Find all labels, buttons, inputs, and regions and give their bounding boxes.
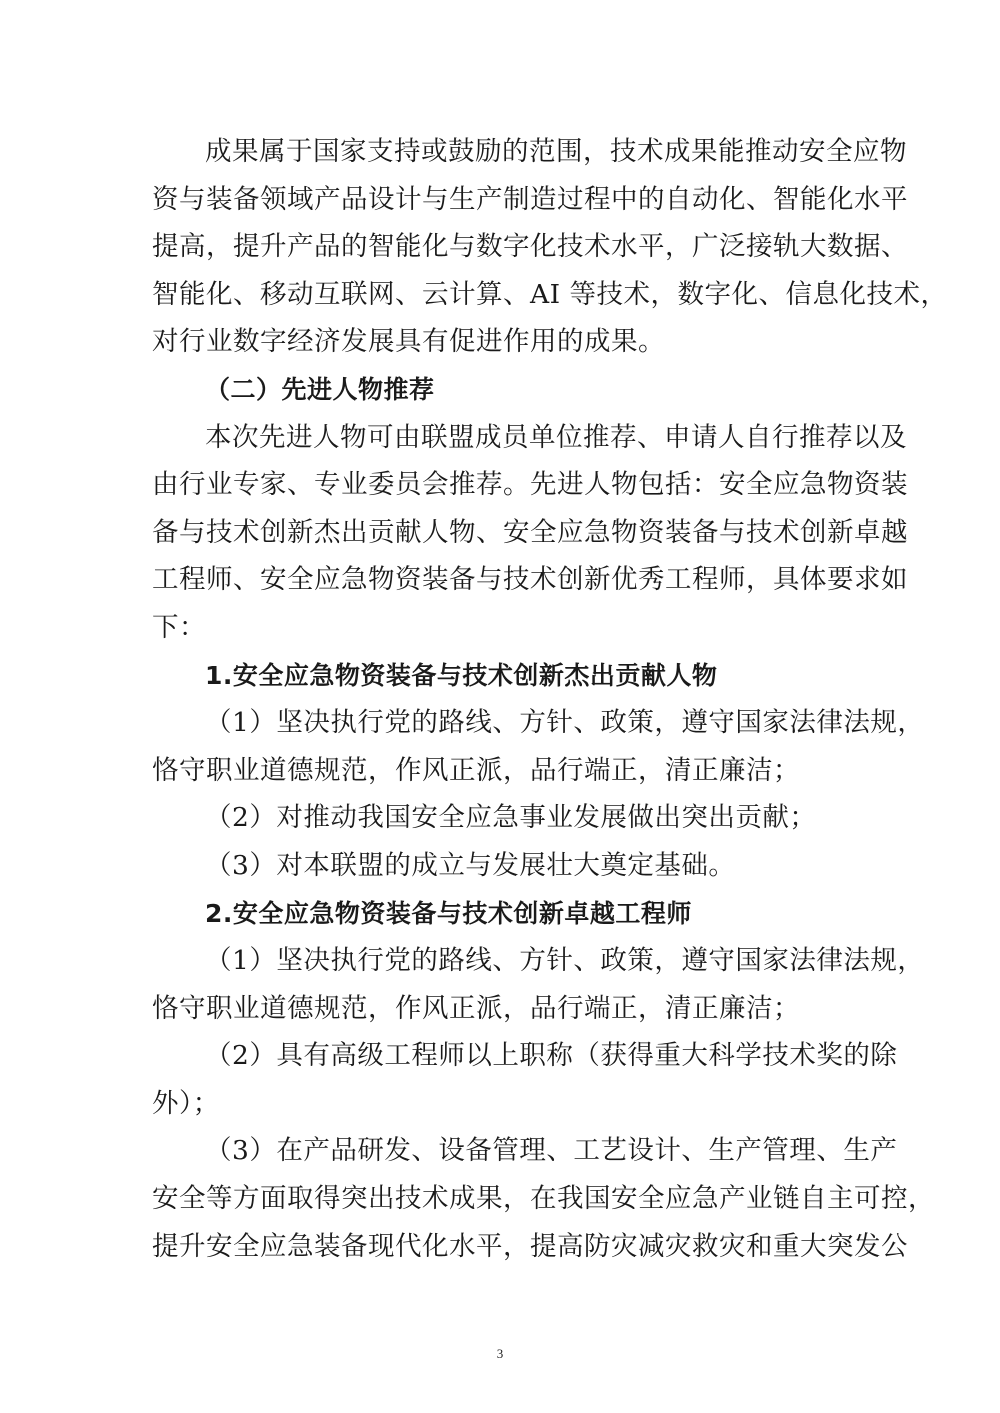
text-line: 备与技术创新杰出贡献人物、安全应急物资装备与技术创新卓越 [152, 516, 908, 548]
text-line: 本次先进人物可由联盟成员单位推荐、申请人自行推荐以及 [205, 421, 907, 453]
section-heading: 1.安全应急物资装备与技术创新杰出贡献人物 [205, 660, 718, 690]
text-line: 资与装备领域产品设计与生产制造过程中的自动化、智能化水平 [152, 183, 908, 215]
section-heading: （二）先进人物推荐 [205, 374, 435, 404]
text-line: （1）坚决执行党的路线、方针、政策，遵守国家法律法规， [205, 945, 925, 977]
text-line: （1）坚决执行党的路线、方针、政策，遵守国家法律法规， [205, 707, 925, 739]
text-line: （2）具有高级工程师以上职称（获得重大科学技术奖的除 [205, 1040, 898, 1072]
text-line: （3）在产品研发、设备管理、工艺设计、生产管理、生产 [205, 1135, 898, 1167]
document-body [152, 128, 948, 1270]
text-line: （3）对本联盟的成立与发展壮大奠定基础。 [205, 849, 736, 881]
text-line: 提高，提升产品的智能化与数字化技术水平，广泛接轨大数据、 [152, 231, 908, 263]
text-line: 成果属于国家支持或鼓励的范围，技术成果能推动安全应物 [205, 136, 907, 167]
text-line: 恪守职业道德规范，作风正派，品行端正，清正廉洁； [152, 992, 800, 1024]
text-line: 恪守职业道德规范，作风正派，品行端正，清正廉洁； [152, 754, 800, 786]
text-line: 外）； [152, 1087, 220, 1119]
text-line: 工程师、安全应急物资装备与技术创新优秀工程师，具体要求如 [152, 564, 908, 596]
text-line: 下： [152, 611, 206, 643]
text-line: 智能化、移动互联网、云计算、AI 等技术，数字化、信息化技术， [152, 278, 948, 310]
page-number: 3 [496, 1346, 504, 1361]
text-line: 安全等方面取得突出技术成果，在我国安全应急产业链自主可控， [152, 1183, 935, 1215]
text-line: 提升安全应急装备现代化水平，提高防灾减灾救灾和重大突发公 [152, 1230, 908, 1262]
section-heading: 2.安全应急物资装备与技术创新卓越工程师 [205, 898, 692, 928]
text-line: （2）对推动我国安全应急事业发展做出突出贡献； [205, 802, 817, 834]
text-line: 对行业数字经济发展具有促进作用的成果。 [152, 326, 665, 358]
text-line: 由行业专家、专业委员会推荐。先进人物包括：安全应急物资装 [152, 469, 908, 501]
